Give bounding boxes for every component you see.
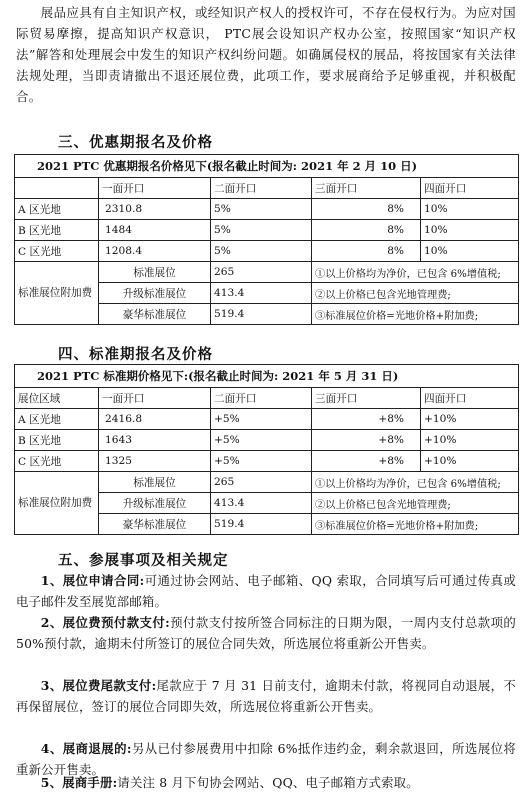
surcharge-cell: +5% <box>211 409 312 430</box>
fee-name: 豪华标准展位 <box>99 304 211 325</box>
rule-title: 3、展位费尾款支付: <box>40 678 157 693</box>
rule-item-2 <box>16 612 516 654</box>
table-row <box>15 430 519 451</box>
fee-name: 升级标准展位 <box>99 493 211 514</box>
header-cell: 三面开口 <box>312 388 421 409</box>
header-cell: 二面开口 <box>211 388 312 409</box>
intro-paragraph: 展品应具有自主知识产权，或经知识产权人的授权许可，不存在侵权行为。为应对国际贸易摩擦，提高知识产权意识， PTC展会设知识产权办公室，按照国家“知识产权法”解答和处理展会中发生的知识产权纠纷问题。如确属侵权的展品，将按国家有关法律法规处理，当即责请撤出不退还展位费，此项工作，要求展商给予足够重视，并积极配合。 <box>16 5 516 104</box>
header-cell: 四面开口 <box>421 178 519 199</box>
table-row <box>15 451 519 472</box>
table-row <box>15 199 519 220</box>
rule-item-1 <box>16 570 516 612</box>
section4-price-table <box>14 364 519 535</box>
rule-text: 尾款应于 7 月 31 日前支付，逾期未付款，将视同自动退展，不再保留展位，签订的展位合同即失效，所选展位将重新公开售卖。 <box>16 678 516 714</box>
price-cell: 1208.4 <box>99 241 211 262</box>
header-cell: 三面开口 <box>312 178 421 199</box>
surcharge-cell: 10% <box>421 241 519 262</box>
surcharge-cell: +8% <box>312 451 421 472</box>
fee-note: ①以上价格均为净价，已包含 6%增值税; <box>312 262 519 283</box>
section4-heading: 四、标准期报名及价格 <box>58 347 213 363</box>
header-cell: 四面开口 <box>421 388 519 409</box>
rule-text: 请关注 8 月下旬协会网站、QQ、电子邮箱方式索取。 <box>117 775 419 790</box>
table-row <box>15 220 519 241</box>
fee-name: 标准展位 <box>99 262 211 283</box>
fee-row <box>15 262 519 283</box>
fee-price: 265 <box>211 262 312 283</box>
fee-note: ③标准展位价格=光地价格+附加费; <box>312 304 519 325</box>
section4-caption: 2021 PTC 标准期价格见下:(报名截止时间为: 2021 年 5 月 31 日) <box>15 365 519 388</box>
table-header-row <box>15 388 519 409</box>
table-row <box>15 241 519 262</box>
rule-item-5 <box>16 772 516 793</box>
section3-heading: 三、优惠期报名及价格 <box>58 135 213 151</box>
zone-cell: C 区光地 <box>15 451 99 472</box>
surcharge-cell: 5% <box>211 241 312 262</box>
surcharge-cell: +10% <box>421 451 519 472</box>
fee-price: 519.4 <box>211 304 312 325</box>
header-cell: 展位区域 <box>15 388 99 409</box>
rule-item-3 <box>16 675 516 717</box>
rule-title: 2、展位费预付款支付: <box>40 615 170 630</box>
fee-name: 豪华标准展位 <box>99 514 211 535</box>
table-header-row <box>15 178 519 199</box>
fee-row <box>15 472 519 493</box>
fee-note: ③标准展位价格=光地价格+附加费; <box>312 514 519 535</box>
zone-cell: B 区光地 <box>15 430 99 451</box>
surcharge-cell: 8% <box>312 220 421 241</box>
section5-heading: 五、参展事项及相关规定 <box>58 553 229 569</box>
zone-cell: A 区光地 <box>15 199 99 220</box>
fee-label: 标准展位附加费 <box>15 472 99 535</box>
rule-text: 预付款支付按所签合同标注的日期为限，一周内支付总款项的 50%预付款，逾期未付所签订的展位合同失效，所选展位将重新公开售卖。 <box>16 615 516 651</box>
fee-price: 265 <box>211 472 312 493</box>
rule-title: 5、展商手册: <box>40 775 118 790</box>
fee-price: 519.4 <box>211 514 312 535</box>
surcharge-cell: 10% <box>421 199 519 220</box>
fee-note: ①以上价格均为净价，已包含 6%增值税; <box>312 472 519 493</box>
section3-caption: 2021 PTC 优惠期报名价格见下(报名截止时间为: 2021 年 2 月 10 日) <box>15 155 519 178</box>
fee-note: ②以上价格已包含光地管理费; <box>312 283 519 304</box>
price-cell: 2416.8 <box>99 409 211 430</box>
fee-note: ②以上价格已包含光地管理费; <box>312 493 519 514</box>
rule-text: 另从已付参展费用中扣除 6%抵作违约金，剩余款退回，所选展位将重新公开售卖。 <box>16 741 516 777</box>
fee-name: 标准展位 <box>99 472 211 493</box>
surcharge-cell: 8% <box>312 199 421 220</box>
price-cell: 1484 <box>99 220 211 241</box>
surcharge-cell: 10% <box>421 220 519 241</box>
header-cell: 一面开口 <box>99 178 211 199</box>
fee-price: 413.4 <box>211 283 312 304</box>
header-cell <box>15 178 99 199</box>
rule-text: 可通过协会网站、电子邮箱、QQ 索取，合同填写后可通过传真或电子邮件发至展览部邮箱。 <box>16 573 516 609</box>
fee-label: 标准展位附加费 <box>15 262 99 325</box>
price-cell: 2310.8 <box>99 199 211 220</box>
header-cell: 一面开口 <box>99 388 211 409</box>
table-row <box>15 409 519 430</box>
zone-cell: C 区光地 <box>15 241 99 262</box>
surcharge-cell: +8% <box>312 430 421 451</box>
surcharge-cell: +8% <box>312 409 421 430</box>
zone-cell: B 区光地 <box>15 220 99 241</box>
header-cell: 二面开口 <box>211 178 312 199</box>
price-cell: 1643 <box>99 430 211 451</box>
fee-name: 升级标准展位 <box>99 283 211 304</box>
rule-title: 1、展位申请合同: <box>40 573 145 588</box>
surcharge-cell: +5% <box>211 430 312 451</box>
zone-cell: A 区光地 <box>15 409 99 430</box>
surcharge-cell: 8% <box>312 241 421 262</box>
rule-title: 4、展商退展的: <box>40 741 132 756</box>
fee-price: 413.4 <box>211 493 312 514</box>
surcharge-cell: +10% <box>421 430 519 451</box>
section3-price-table <box>14 154 519 325</box>
price-cell: 1325 <box>99 451 211 472</box>
surcharge-cell: +5% <box>211 451 312 472</box>
surcharge-cell: +10% <box>421 409 519 430</box>
surcharge-cell: 5% <box>211 220 312 241</box>
surcharge-cell: 5% <box>211 199 312 220</box>
